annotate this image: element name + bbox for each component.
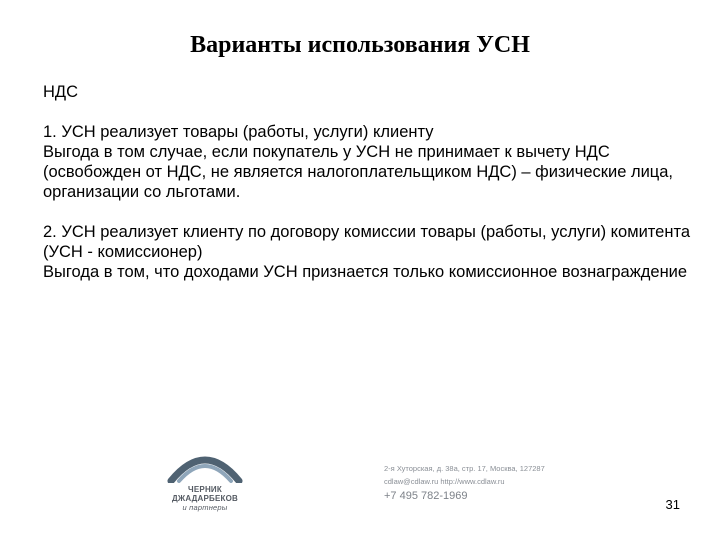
logo-text-line3: и партнеры xyxy=(182,503,228,512)
spacer xyxy=(43,202,703,222)
paragraph-2: Выгода в том случае, если покупатель у УСН не принимает к вычету НДС (освобожден от НДС, не является налогоплательщиком НДС) – физические лица, организации со льготами. xyxy=(43,143,674,201)
paragraph-4: Выгода в том, что доходами УСН признается только комиссионное вознаграждение xyxy=(43,263,688,281)
contact-address: 2-я Хуторская, д. 38а, стр. 17, Москва, 127287 xyxy=(384,464,545,473)
logo-text-line2: ДЖАДАРБЕКОВ xyxy=(172,494,238,503)
spacer xyxy=(43,102,703,122)
logo-text-line1: ЧЕРНИК xyxy=(188,485,222,494)
logo-arc-icon xyxy=(165,447,245,483)
company-logo xyxy=(165,447,245,517)
section-heading: НДС xyxy=(43,83,79,101)
paragraph-3: 2. УСН реализует клиенту по договору комиссии товары (работы, услуги) комитента (УСН - комиссионер) xyxy=(43,223,690,261)
page-number: 31 xyxy=(665,497,680,512)
paragraph-1: 1. УСН реализует товары (работы, услуги) клиенту xyxy=(43,123,434,141)
slide-title: Варианты использования УСН xyxy=(190,32,530,58)
contact-phone: +7 495 782-1969 xyxy=(384,490,468,502)
contact-email: cdlaw@cdlaw.ru http://www.cdlaw.ru xyxy=(384,477,505,486)
contact-info xyxy=(384,462,614,504)
slide-body xyxy=(43,82,703,282)
